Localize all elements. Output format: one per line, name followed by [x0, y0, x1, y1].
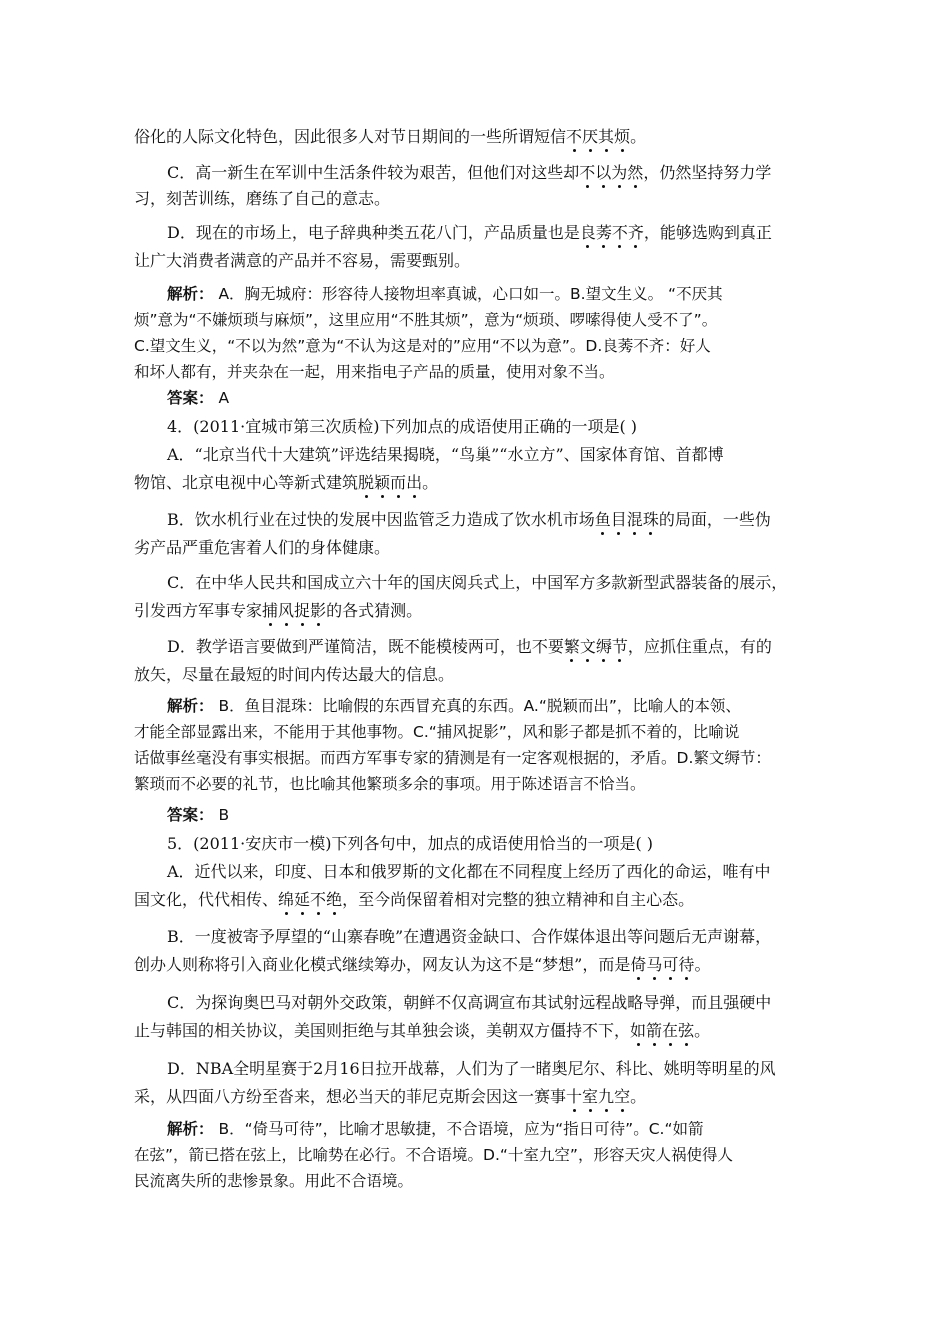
- text-segment: B．“倚马可待”，比喻才思敏捷，不合语境，应为“指日可待”。C.“如箭: [213, 1120, 704, 1138]
- text-line: [134, 1170, 413, 1192]
- text-segment: ，应抓住重点，有的: [627, 637, 772, 656]
- text-line: [167, 416, 637, 438]
- text-line: [134, 472, 438, 494]
- text-segment: B．一度被寄予厚望的“山寨春晚”在遭遇资金缺口、合作媒体退出等问题后无声谢幕，: [167, 927, 772, 946]
- dotted-idiom: 捕风捉影: [262, 601, 327, 620]
- text-segment: D．现在的市场上，电子辞典种类五花八门，产品质量也是: [167, 223, 580, 242]
- text-segment: 在弦”，箭已搭在弦上，比喻势在必行。不合语境。D.“十室九空”，形容天灾人祸使得人: [134, 1146, 733, 1164]
- text-line: [134, 664, 454, 686]
- text-line: [134, 309, 717, 331]
- text-line: [167, 804, 229, 826]
- text-line: [167, 283, 723, 305]
- answer-label: 解析：: [167, 1120, 214, 1138]
- text-segment: ，能够选购到真正: [643, 223, 772, 242]
- text-line: [134, 721, 739, 743]
- text-segment: C．高一新生在军训中生活条件较为艰苦，但他们对这些却: [167, 163, 580, 182]
- text-line: [134, 773, 646, 795]
- text-line: [167, 695, 741, 717]
- text-segment: 烦”意为“不嫌烦琐与麻烦”，这里应用“不胜其烦”，意为“烦琐、啰嗦得使人受不了”。: [134, 311, 718, 329]
- text-line: [134, 889, 694, 911]
- text-segment: 4．(2011·宜城市第三次质检)下列加点的成语使用正确的一项是( ): [167, 417, 638, 436]
- text-segment: A: [213, 389, 230, 407]
- text-line: [167, 572, 787, 594]
- text-line: [134, 1144, 733, 1166]
- text-segment: 。: [630, 127, 647, 146]
- text-segment: 习，刻苦训练，磨练了自己的意志。: [134, 189, 391, 208]
- text-segment: 民流离失所的悲惨景象。用此不合语境。: [134, 1172, 414, 1190]
- text-line: [167, 1058, 776, 1080]
- text-segment: 创办人则称将引入商业化模式继续筹办，网友认为这不是“梦想”，而是: [134, 955, 631, 974]
- text-segment: 让广大消费者满意的产品并不容易，需要甄别。: [134, 251, 471, 270]
- dotted-idiom: 十室九空: [566, 1087, 631, 1106]
- dotted-idiom: 鱼目混珠: [594, 510, 659, 529]
- answer-label: 答案：: [167, 806, 214, 824]
- text-segment: 繁琐而不必要的礼节，也比喻其他繁琐多余的事项。用于陈述语言不恰当。: [134, 775, 646, 793]
- dotted-idiom: 不以为然: [579, 163, 644, 182]
- text-segment: 放矢，尽量在最短的时间内传达最大的信息。: [134, 665, 455, 684]
- text-segment: 引发西方军事专家: [134, 601, 263, 620]
- text-line: [167, 861, 771, 883]
- text-segment: 5．(2011·安庆市一模)下列各句中，加点的成语使用恰当的一项是( ): [167, 834, 654, 853]
- text-segment: 。: [694, 1021, 711, 1040]
- dotted-idiom: 不厌其烦: [566, 127, 631, 146]
- text-segment: 采，从四面八方纷至沓来，想必当天的菲尼克斯会因这一赛事: [134, 1087, 567, 1106]
- text-line: [134, 126, 646, 148]
- text-line: [134, 537, 390, 559]
- text-segment: 的局面，一些伪: [658, 510, 771, 529]
- text-segment: ，至今尚保留着相对完整的独立精神和自主心态。: [342, 890, 695, 909]
- text-line: [134, 600, 422, 622]
- text-segment: D．NBA全明星赛于2月16日拉开战幕，人们为了一睹奥尼尔、科比、姚明等明星的风: [167, 1059, 776, 1078]
- text-segment: 劣产品严重危害着人们的身体健康。: [134, 538, 391, 557]
- text-segment: B．鱼目混珠：比喻假的东西冒充真的东西。A.“脱颖而出”，比喻人的本领、: [213, 697, 741, 715]
- text-line: [167, 387, 229, 409]
- text-line: [167, 509, 771, 531]
- text-segment: ，仍然坚持努力学: [643, 163, 772, 182]
- text-line: [167, 833, 653, 855]
- text-segment: 和坏人都有，并夹杂在一起，用来指电子产品的质量，使用对象不当。: [134, 363, 615, 381]
- text-segment: D．教学语言要做到严谨简洁，既不能模棱两可，也不要: [167, 637, 564, 656]
- text-line: [134, 361, 615, 383]
- text-line: [134, 188, 390, 210]
- text-line: [167, 162, 771, 184]
- dotted-idiom: 绵延不绝: [278, 890, 343, 909]
- text-segment: 。: [630, 1087, 647, 1106]
- text-line: [134, 954, 710, 976]
- answer-label: 答案：: [167, 389, 214, 407]
- dotted-idiom: 良莠不齐: [579, 223, 644, 242]
- text-segment: A．近代以来，印度、日本和俄罗斯的文化都在不同程度上经历了西化的命运，唯有中: [167, 862, 771, 881]
- text-line: [167, 992, 771, 1014]
- text-line: [167, 222, 772, 244]
- text-line: [167, 444, 724, 466]
- text-segment: A．“北京当代十大建筑”评选结果揭晓，“鸟巢”“水立方”、国家体育馆、首都博: [167, 445, 724, 464]
- text-segment: 。: [422, 473, 439, 492]
- text-line: [134, 1020, 710, 1042]
- text-segment: C.望文生义，“不以为然”意为“不认为这是对的”应用“不以为意”。D.良莠不齐：好人: [134, 337, 711, 355]
- text-segment: 话做事丝毫没有事实根据。而西方军事专家的猜测是有一定客观根据的，矛盾。D.繁文缛节：: [134, 749, 771, 767]
- text-line: [167, 926, 771, 948]
- dotted-idiom: 如箭在弦: [630, 1021, 695, 1040]
- text-segment: A．胸无城府：形容待人接物坦率真诚，心口如一。B.望文生义。 “不厌其: [213, 285, 723, 303]
- question-text-block: [134, 0, 824, 1344]
- text-segment: 俗化的人际文化特色，因此很多人对节日期间的一些所谓短信: [134, 127, 567, 146]
- text-segment: 物馆、北京电视中心等新式建筑: [134, 473, 359, 492]
- answer-label: 解析：: [167, 697, 214, 715]
- text-segment: B．饮水机行业在过快的发展中因监管乏力造成了饮水机市场: [167, 510, 595, 529]
- dotted-idiom: 倚马可待: [630, 955, 695, 974]
- dotted-idiom: 繁文缛节: [563, 637, 628, 656]
- text-line: [167, 636, 772, 658]
- text-segment: B: [213, 806, 230, 824]
- text-line: [167, 1118, 703, 1140]
- text-line: [134, 335, 711, 357]
- text-segment: C．在中华人民共和国成立六十年的国庆阅兵式上，中国军方多款新型武器装备的展示，: [167, 573, 788, 592]
- text-segment: 的各式猜测。: [326, 601, 423, 620]
- text-line: [134, 1086, 646, 1108]
- text-segment: 才能全部显露出来，不能用于其他事物。C.“捕风捉影”，风和影子都是抓不着的，比喻说: [134, 723, 740, 741]
- text-segment: 。: [694, 955, 711, 974]
- text-segment: C．为探询奥巴马对朝外交政策，朝鲜不仅高调宣布其试射远程战略导弹，而且强硬中: [167, 993, 772, 1012]
- text-segment: 国文化，代代相传、: [134, 890, 279, 909]
- text-line: [134, 250, 470, 272]
- text-segment: 止与韩国的相关协议，美国则拒绝与其单独会谈，美朝双方僵持不下，: [134, 1021, 631, 1040]
- answer-label: 解析：: [167, 285, 214, 303]
- text-line: [134, 747, 771, 769]
- dotted-idiom: 脱颖而出: [358, 473, 423, 492]
